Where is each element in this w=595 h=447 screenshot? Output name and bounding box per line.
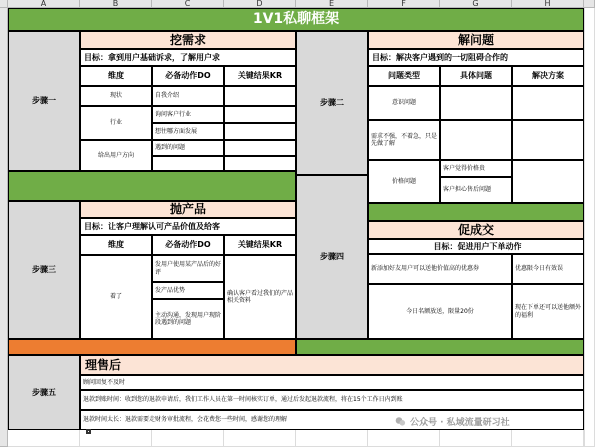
after-sales-title: 理售后 [80,355,584,375]
empty-grid-right [584,8,595,447]
deal-extra-bonus: 现在下单还可以送他额外的福利 [512,284,584,339]
needs-action-ask-industry: 询问客户行业 [152,106,224,123]
solve-detail-2[interactable] [440,120,512,160]
solve-solution-1[interactable] [512,86,584,120]
solve-detail-after-sales: 客户担心售后问题 [440,177,512,203]
empty-cell-d[interactable] [224,430,296,447]
needs-action-problems: 遇到的问题 [152,140,224,156]
empty-cell-e[interactable] [296,430,368,447]
separator-left-green [8,171,296,201]
cell-cursor-icon[interactable] [86,429,91,434]
needs-action-intro: 自我介绍 [152,86,224,106]
solve-type-price: 价格问题 [368,160,440,203]
needs-kr-4[interactable] [224,140,296,156]
main-title: 1V1私聊框架 [8,8,584,31]
product-goal: 目标：让客户理解认可产品价值及给客 [80,218,296,235]
solve-detail-1[interactable] [440,86,512,120]
watermark-text: 公众号 · 私域流量研习社 [410,417,510,428]
needs-kr-5[interactable] [224,156,296,171]
column-header-g[interactable]: G [440,0,512,8]
step-two-label: 步骤二 [296,31,368,175]
solve-header-type: 问题类型 [368,66,440,86]
after-sales-line-2: 退款到账时间：收到您的退款申请后，我们工作人员在第一时间核实订单，通过后发起退款流程，将在15个工作日内到账 [80,390,584,410]
separator-right-green-bottom [296,339,584,355]
empty-cell-a[interactable] [8,430,80,447]
needs-header-action: 必备动作DO [152,66,224,86]
step-one-label: 步骤一 [8,31,80,171]
step-three-label: 步骤三 [8,201,80,339]
deal-today-only: 优惠限今日有效误 [512,254,584,284]
deal-new-friend-coupon: 新添加好友用户可以送他价值高的优惠券 [368,254,512,284]
step-four-label: 步骤四 [296,175,368,339]
separator-right-green [368,203,584,221]
needs-header-dimension: 维度 [80,66,152,86]
solve-title: 解问题 [368,31,584,49]
deal-limited-quota: 今日名额放送，限量20份 [368,284,512,339]
needs-dim-give-direction: 给出用户方向 [80,140,152,171]
solve-detail-too-expensive: 客户觉得价格贵 [440,160,512,177]
product-header-result: 关键结果KR [224,235,296,255]
column-header-a[interactable]: A [8,0,80,8]
step-five-label: 步骤五 [8,355,80,430]
column-header-overflow [584,0,595,8]
column-header-f[interactable]: F [368,0,440,8]
needs-action-empty[interactable] [152,156,224,171]
deal-title: 促成交 [368,221,584,239]
needs-kr-3[interactable] [224,123,296,140]
product-action-advantages: 发产品优势 [152,282,224,299]
needs-header-result: 关键结果KR [224,66,296,86]
empty-cell-g[interactable] [440,430,512,447]
solve-header-detail: 具体问题 [440,66,512,86]
solve-type-awareness: 意识问题 [368,86,440,120]
column-header-b[interactable]: B [80,0,152,8]
solve-solution-3[interactable] [512,160,584,203]
product-dim: 着了 [80,255,152,339]
product-action-communicate: 主动沟通，发现用户现阶段遇到的问题 [152,299,224,339]
product-kr: 确认客户看过我们的产品相关资料 [224,255,296,339]
product-title: 抛产品 [80,201,296,218]
after-sales-line-1: 顾问回复不及时 [80,375,584,390]
empty-cell-c[interactable] [152,430,224,447]
needs-title: 挖需求 [80,31,296,49]
row-header-strip[interactable] [0,8,8,447]
column-header-h[interactable]: H [512,0,584,8]
column-header-c[interactable]: C [152,0,224,8]
separator-left-orange [8,339,296,355]
empty-cell-h[interactable] [512,430,584,447]
product-header-dimension: 维度 [80,235,152,255]
solve-type-low-demand: 需求不强，不着急，只是先做了解 [368,120,440,160]
column-header-e[interactable]: E [296,0,368,8]
deal-goal: 目标：促进用户下单动作 [368,239,584,254]
empty-cell-f[interactable] [368,430,440,447]
product-action-reviews: 发用户使用某产品后的好评 [152,255,224,282]
after-sales-line-3: 退款时间太长：退款需要走财务审批流程，会花费您一些时间，感谢您的理解 [80,410,584,430]
solve-goal: 目标：解决客户遇到的一切阻碍合作的 [368,49,584,66]
select-all-corner[interactable] [0,0,8,8]
needs-kr-2[interactable] [224,106,296,123]
needs-action-direction: 想往哪方面发展 [152,123,224,140]
needs-kr-1[interactable] [224,86,296,106]
product-header-action: 必备动作DO [152,235,224,255]
solve-solution-2[interactable] [512,120,584,160]
needs-dim-status: 现状 [80,86,152,106]
column-header-d[interactable]: D [224,0,296,8]
needs-dim-industry: 行业 [80,106,152,140]
solve-header-solution: 解决方案 [512,66,584,86]
needs-goal: 目标：拿到用户基础诉求，了解用户求 [80,49,296,66]
watermark [395,414,510,428]
wechat-icon [395,416,406,427]
